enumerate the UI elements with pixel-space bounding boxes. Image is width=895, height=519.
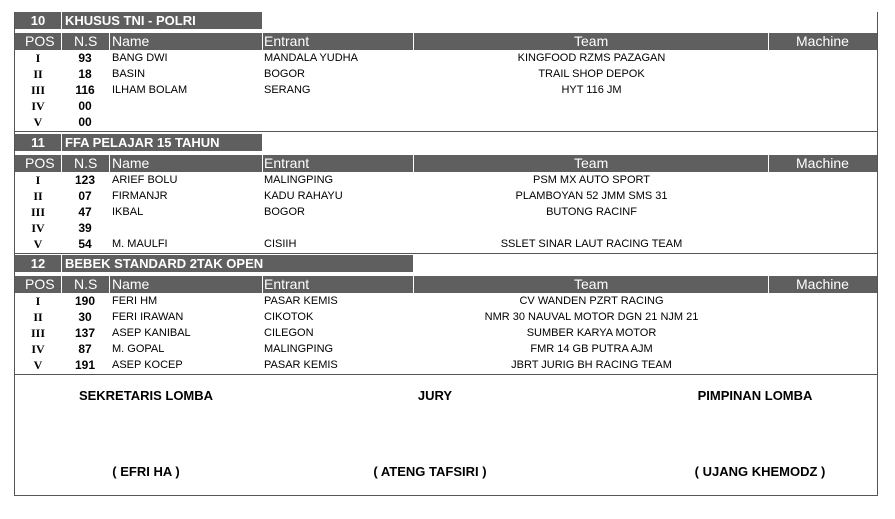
class-title: KHUSUS TNI - POLRI bbox=[65, 13, 196, 28]
table-row bbox=[15, 220, 877, 236]
table-row bbox=[15, 204, 877, 220]
header-machine: Machine bbox=[796, 276, 849, 292]
table-row bbox=[15, 236, 877, 252]
ns-cell: 00 bbox=[78, 99, 92, 113]
class-separator bbox=[61, 134, 62, 151]
entrant-cell: CISIIH bbox=[264, 238, 297, 250]
ns-cell: 191 bbox=[74, 358, 96, 372]
ns-cell: 39 bbox=[78, 221, 92, 235]
header-entrant: Entrant bbox=[264, 276, 310, 292]
race-director-name: ( UJANG KHEMODZ ) bbox=[694, 464, 826, 479]
name-cell: M. MAULFI bbox=[112, 238, 168, 250]
team-cell: HYT 116 JM bbox=[561, 84, 622, 96]
name-cell: ASEP KANIBAL bbox=[112, 327, 191, 339]
class-separator bbox=[61, 255, 62, 272]
ns-cell: 18 bbox=[78, 67, 92, 81]
name-cell: BANG DWI bbox=[112, 52, 168, 64]
class-title-bar bbox=[15, 134, 262, 151]
pos-cell: V bbox=[33, 237, 43, 251]
table-row bbox=[15, 50, 877, 66]
ns-cell: 116 bbox=[75, 83, 95, 97]
team-cell: PLAMBOYAN 52 JMM SMS 31 bbox=[515, 190, 668, 202]
column-header-row bbox=[15, 276, 877, 293]
header-team: Team bbox=[574, 33, 609, 49]
table-row bbox=[15, 82, 877, 98]
jury-title: JURY bbox=[417, 388, 453, 403]
name-cell: FERI HM bbox=[112, 295, 158, 307]
class-title-bar bbox=[15, 12, 262, 29]
team-cell: NMR 30 NAUVAL MOTOR DGN 21 NJM 21 bbox=[484, 311, 699, 323]
pos-cell: I bbox=[35, 173, 41, 187]
pos-cell: V bbox=[33, 115, 43, 129]
entrant-cell: CILEGON bbox=[264, 327, 314, 339]
table-row bbox=[15, 98, 877, 114]
entrant-cell: BOGOR bbox=[264, 68, 305, 80]
name-cell: IKBAL bbox=[112, 206, 144, 218]
class-title: BEBEK STANDARD 2TAK OPEN bbox=[65, 256, 264, 271]
header-entrant: Entrant bbox=[264, 155, 310, 171]
name-cell: ASEP KOCEP bbox=[112, 359, 183, 371]
table-row bbox=[15, 188, 877, 204]
table-row bbox=[15, 357, 877, 373]
secretary-title: SEKRETARIS LOMBA bbox=[78, 388, 214, 403]
table-row bbox=[15, 293, 877, 309]
class-section-10 bbox=[15, 12, 877, 132]
entrant-cell: PASAR KEMIS bbox=[264, 359, 338, 371]
team-cell: JBRT JURIG BH RACING TEAM bbox=[511, 359, 672, 371]
ns-cell: 87 bbox=[78, 342, 92, 356]
pos-cell: I bbox=[35, 294, 41, 308]
team-cell: BUTONG RACINF bbox=[546, 206, 637, 218]
header-pos: POS bbox=[25, 155, 55, 171]
pos-cell: II bbox=[33, 310, 43, 324]
race-director-title: PIMPINAN LOMBA bbox=[697, 388, 813, 403]
header-team: Team bbox=[574, 276, 609, 292]
table-row bbox=[15, 341, 877, 357]
name-cell: FERI IRAWAN bbox=[112, 311, 184, 323]
ns-cell: 123 bbox=[74, 173, 96, 187]
header-machine: Machine bbox=[796, 33, 849, 49]
pos-cell: III bbox=[30, 205, 45, 219]
entrant-cell: BOGOR bbox=[264, 206, 305, 218]
pos-cell: II bbox=[33, 67, 43, 81]
class-number: 10 bbox=[30, 13, 46, 28]
jury-name: ( ATENG TAFSIRI ) bbox=[373, 464, 487, 479]
team-cell: FMR 14 GB PUTRA AJM bbox=[530, 343, 653, 355]
entrant-cell: MALINGPING bbox=[264, 174, 334, 186]
column-header-row bbox=[15, 33, 877, 50]
header-ns: N.S bbox=[74, 155, 98, 171]
table-row bbox=[15, 66, 877, 82]
name-cell: ARIEF BOLU bbox=[112, 174, 178, 186]
header-team: Team bbox=[574, 155, 609, 171]
table-row bbox=[15, 325, 877, 341]
team-cell: TRAIL SHOP DEPOK bbox=[538, 68, 645, 80]
name-cell: ILHAM BOLAM bbox=[112, 84, 188, 96]
pos-cell: IV bbox=[31, 342, 45, 356]
team-cell: SUMBER KARYA MOTOR bbox=[526, 327, 657, 339]
header-name: Name bbox=[112, 155, 150, 171]
entrant-cell: KADU RAHAYU bbox=[264, 190, 343, 202]
secretary-name: ( EFRI HA ) bbox=[112, 464, 180, 479]
header-ns: N.S bbox=[74, 33, 98, 49]
ns-cell: 190 bbox=[74, 294, 96, 308]
entrant-cell: SERANG bbox=[264, 84, 311, 96]
ns-cell: 93 bbox=[78, 51, 92, 65]
table-row bbox=[15, 114, 877, 130]
pos-cell: II bbox=[33, 189, 43, 203]
pos-cell: I bbox=[35, 51, 41, 65]
section-divider bbox=[15, 253, 877, 254]
section-divider bbox=[15, 374, 877, 375]
ns-cell: 137 bbox=[74, 326, 96, 340]
class-section-11 bbox=[15, 134, 877, 254]
team-cell: PSM MX AUTO SPORT bbox=[533, 174, 650, 186]
header-name: Name bbox=[112, 276, 150, 292]
pos-cell: IV bbox=[31, 221, 45, 235]
class-number: 11 bbox=[31, 135, 45, 150]
table-row bbox=[15, 172, 877, 188]
team-cell: KINGFOOD RZMS PAZAGAN bbox=[517, 52, 666, 64]
header-entrant: Entrant bbox=[264, 33, 310, 49]
column-header-row bbox=[15, 155, 877, 172]
class-number: 12 bbox=[30, 256, 46, 271]
entrant-cell: MANDALA YUDHA bbox=[264, 52, 358, 64]
class-title-bar bbox=[15, 255, 413, 272]
header-machine: Machine bbox=[796, 155, 849, 171]
ns-cell: 47 bbox=[78, 205, 92, 219]
pos-cell: III bbox=[30, 326, 45, 340]
pos-cell: IV bbox=[31, 99, 45, 113]
header-name: Name bbox=[112, 33, 150, 49]
ns-cell: 54 bbox=[78, 237, 92, 251]
name-cell: M. GOPAL bbox=[112, 343, 165, 355]
name-cell: BASIN bbox=[112, 68, 146, 80]
class-section-12 bbox=[15, 255, 877, 375]
ns-cell: 00 bbox=[78, 115, 92, 129]
results-sheet bbox=[14, 12, 878, 496]
header-pos: POS bbox=[25, 276, 55, 292]
ns-cell: 07 bbox=[78, 189, 92, 203]
entrant-cell: MALINGPING bbox=[264, 343, 334, 355]
class-title: FFA PELAJAR 15 TAHUN bbox=[65, 135, 220, 150]
pos-cell: III bbox=[30, 83, 45, 97]
class-separator bbox=[61, 12, 62, 29]
name-cell: FIRMANJR bbox=[112, 190, 168, 202]
ns-cell: 30 bbox=[78, 310, 92, 324]
table-row bbox=[15, 309, 877, 325]
pos-cell: V bbox=[33, 358, 43, 372]
entrant-cell: PASAR KEMIS bbox=[264, 295, 338, 307]
section-divider bbox=[15, 131, 877, 132]
team-cell: CV WANDEN PZRT RACING bbox=[519, 295, 664, 307]
team-cell: SSLET SINAR LAUT RACING TEAM bbox=[500, 238, 683, 250]
entrant-cell: CIKOTOK bbox=[264, 311, 314, 323]
header-ns: N.S bbox=[74, 276, 98, 292]
header-pos: POS bbox=[25, 33, 55, 49]
